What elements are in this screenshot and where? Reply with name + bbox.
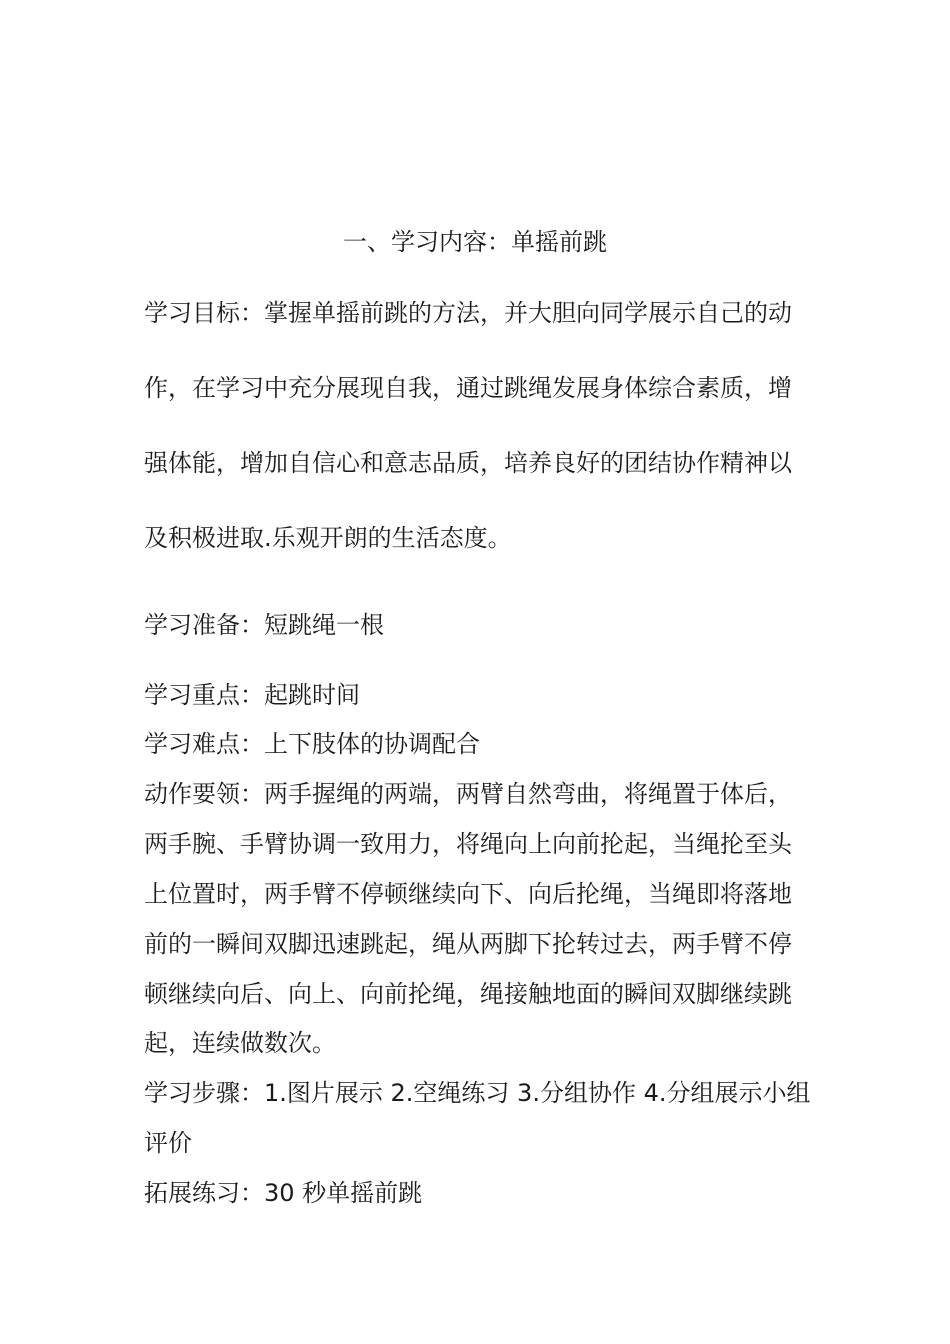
learning-goal-line-2: 作，在学习中充分展现自我，通过跳绳发展身体综合素质，增 bbox=[144, 374, 792, 402]
learning-preparation: 学习准备：短跳绳一根 bbox=[144, 611, 384, 639]
extension-practice: 拓展练习：30 秒单摇前跳 bbox=[144, 1179, 423, 1207]
learning-goal-line-4: 及积极进取.乐观开朗的生活态度。 bbox=[144, 524, 512, 552]
learning-goal-line-1: 学习目标：掌握单摇前跳的方法，并大胆向同学展示自己的动 bbox=[144, 299, 792, 327]
learning-steps-line-1: 学习步骤：1.图片展示 2.空绳练习 3.分组协作 4.分组展示小组 bbox=[144, 1079, 811, 1107]
essentials-line-6: 起，连续做数次。 bbox=[144, 1029, 336, 1057]
essentials-line-1: 动作要领：两手握绳的两端，两臂自然弯曲，将绳置于体后， bbox=[144, 780, 792, 808]
learning-difficulty: 学习难点：上下肢体的协调配合 bbox=[144, 730, 480, 758]
learning-goal-line-3: 强体能，增加自信心和意志品质，培养良好的团结协作精神以 bbox=[144, 449, 792, 477]
essentials-line-5: 顿继续向后、向上、向前抡绳，绳接触地面的瞬间双脚继续跳 bbox=[144, 980, 792, 1008]
essentials-line-2: 两手腕、手臂协调一致用力，将绳向上向前抡起，当绳抡至头 bbox=[144, 830, 792, 858]
essentials-line-3: 上位置时，两手臂不停顿继续向下、向后抡绳，当绳即将落地 bbox=[144, 880, 792, 908]
essentials-line-4: 前的一瞬间双脚迅速跳起，绳从两脚下抡转过去，两手臂不停 bbox=[144, 930, 792, 958]
learning-steps-line-2: 评价 bbox=[144, 1129, 192, 1157]
section-title: 一、学习内容：单摇前跳 bbox=[343, 228, 607, 256]
learning-key-point: 学习重点：起跳时间 bbox=[144, 681, 360, 709]
